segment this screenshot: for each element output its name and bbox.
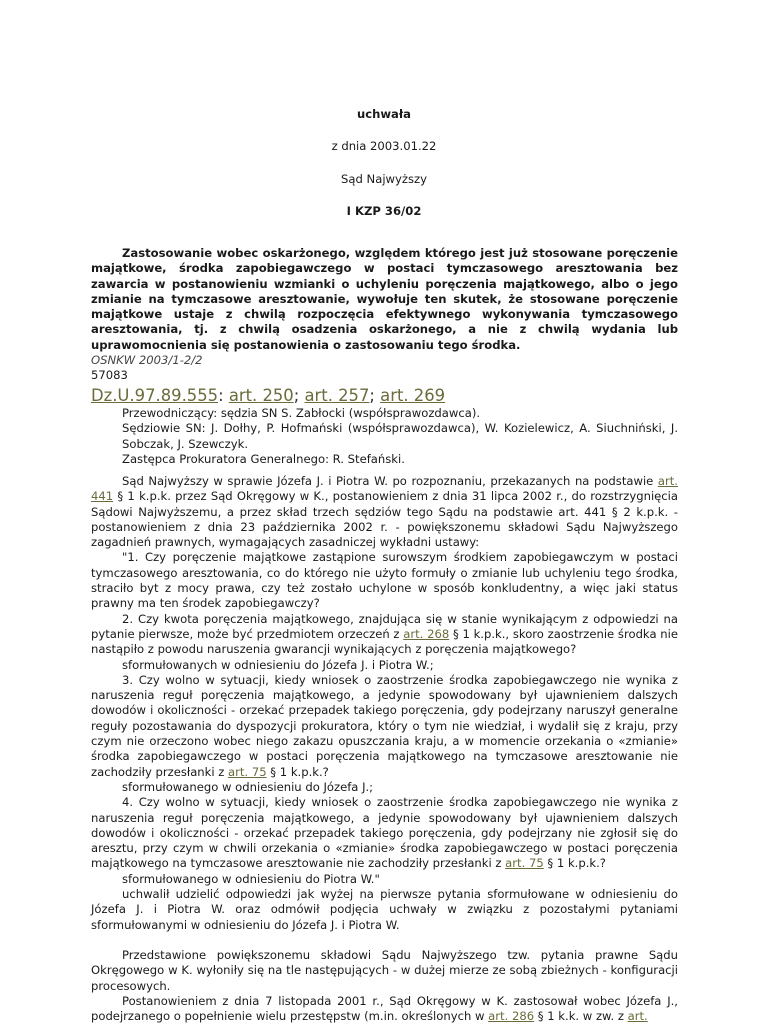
p3-text-a: Postanowieniem z dnia 7 listopada 2001 r., Sąd Okręgowy w K. zastosował wobec Józefa J., podejrzanego o popełnienie wielu przestępstw (m.in. określonych w xyxy=(91,993,678,1024)
document-type: uchwała xyxy=(356,107,412,121)
court-name: Sąd Najwyższy xyxy=(341,172,427,186)
q2-text-a: 2. Czy kwota poręczenia majątkowego, znajdująca się w stanie wynikającym z odpowiedzi na pytanie pierwsze, może być przedmiotem orzeczeń z xyxy=(91,611,678,641)
art-286-link[interactable]: art. 286 xyxy=(488,1009,535,1024)
prosecutor: Zastępca Prokuratora Generalnego: R. Stefański. xyxy=(122,451,405,466)
p3-text-b: § 1 k.k. w zw. z xyxy=(534,1009,628,1024)
case-signature: I KZP 36/02 xyxy=(346,204,422,218)
question-1: "1. Czy poręczenie majątkowe zastąpione surowszym środkiem zapobiegawczym w postaci tymczasowego aresztowania, co do którego nie użyto formuły o zmianie lub uchyleniu tego środka, straciło byt z mocy prawa, czy też zostało uchylone w sposób konkludentny, a więc jaki status prawny ma ten środek zapobiegawczy? xyxy=(91,550,678,611)
intro-paragraph xyxy=(91,474,678,550)
spacer xyxy=(91,933,678,948)
reasons-paragraph-2 xyxy=(91,994,678,1024)
art-257-link[interactable]: art. 257 xyxy=(304,386,370,405)
question-3-note: sformułowanego w odniesieniu do Józefa J.; xyxy=(122,779,374,794)
question-4 xyxy=(91,795,678,871)
q3-text-a: 3. Czy wolno w sytuacji, kiedy wniosek o zaostrzenie środka zapobiegawczego nie wynika z naruszenia reguł poręczenia majątkowego, a jedynie spowodowany był ujawnieniem dalszych dowodów i okoliczności - orzekać przepadek takiego poręczenia, gdy podejrzany naruszył generalne reguły pozostawania do dyspozycji prokuratora, który o tym nie wiedział, i wydalił się z kraju, przy czym nie orzeczono wobec niego zakazu opuszczania kraju, a w momencie orzekania o «zmianie» środka zapobiegawczego w postaci poręczenia majątkowego na tymczasowe aresztowanie nie zachodziły przesłanki z xyxy=(91,672,678,779)
art-250-link[interactable]: art. 250 xyxy=(228,386,294,405)
question-3 xyxy=(91,673,678,780)
ref-semicolon-2: ; xyxy=(369,386,375,405)
document-date: z dnia 2003.01.22 xyxy=(331,139,437,153)
chair: Przewodniczący: sędzia SN S. Zabłocki (współsprawozdawca). xyxy=(122,406,481,420)
reasons-paragraph-1: Przedstawione powiększonemu składowi Sądu Najwyższego tzw. pytania prawne Sądu Okręgowego w K. wyłoniły się na tle następujących - w dużej mierze ze sobą zbieżnych - konfiguracji procesowych. xyxy=(91,947,678,993)
document-id: 57083 xyxy=(91,368,128,383)
art-441-link[interactable]: art. 441 xyxy=(91,474,678,504)
q4-text-a: 4. Czy wolno w sytuacji, kiedy wniosek o zaostrzenie środka zapobiegawczego nie wynika z naruszenia reguł poręczenia majątkowego, a jedynie spowodowany był ujawnieniem dalszych dowodów i okoliczności - orzekać przepadek takiego poręczenia, gdy podejrzany nie zgłosił się do aresztu, przy czym w chwili orzekania o «zmianie» środka zapobiegawczego w postaci poręczenia majątkowego na tymczasowe aresztowanie nie zachodziły przesłanki z xyxy=(91,795,678,871)
ref-colon: : xyxy=(218,386,224,405)
art-268-link[interactable]: art. 268 xyxy=(403,626,450,641)
act-link[interactable]: Dz.U.97.89.555 xyxy=(91,386,219,405)
art-269-link[interactable]: art. 269 xyxy=(380,386,446,405)
resolution-body xyxy=(91,474,678,1024)
decision-paragraph: uchwalił udzielić odpowiedzi jak wyżej na pierwsze pytania sformułowane w odniesieniu do Józefa J. i Piotra W. oraz odmówił podjęcia uchwały w związku z pozostałymi pytaniami sformułowanymi w odniesieniu do Józefa J. i Piotra W. xyxy=(91,887,678,932)
art-75-link-2[interactable]: art. 75 xyxy=(505,856,544,871)
question-4-note: sformułowanego w odniesieniu do Piotra W." xyxy=(122,871,380,886)
intro-text-b: § 1 k.p.k. przez Sąd Okręgowy w K., postanowieniem z dnia 31 lipca 2002 r., do rozstrzygnięcia Sądowi Najwyższemu, a przez skład trzech sędziów tego Sądu na podstawie art. 441 § 2 k.p.k. - postanowieniem z dnia 23 października 2002 r. - powiększonemu składowi Sądu Najwyższego zagadnień prawnych, wymagających zasadniczej wykładni ustawy: xyxy=(91,489,678,550)
intro-text-a: Sąd Najwyższy w sprawie Józefa J. i Piotra W. po rozpoznaniu, przekazanych na podstawie xyxy=(122,474,658,488)
question-2 xyxy=(91,612,678,658)
legal-references xyxy=(91,386,678,406)
citation: OSNKW 2003/1-2/2 xyxy=(91,353,203,368)
q4-text-b: § 1 k.p.k.? xyxy=(543,856,606,871)
thesis: Zastosowanie wobec oskarżonego, względem którego jest już stosowane poręczenie majątkowe, środka zapobiegawczego w postaci tymczasowego aresztowania bez zawarcia w postanowieniu wzmianki o uchyleniu poręczenia majątkowego, albo o jego zmianie na tymczasowe aresztowanie, wywołuje ten skutek, że stosowane poręczenie majątkowe ustaje z chwilą rozpoczęcia efektywnego wykonywania tymczasowego aresztowania, tj. z chwilą osadzenia oskarżonego, a nie z chwilą wydania lub uprawomocnienia się postanowienia o zastosowaniu tego środka. xyxy=(91,246,678,352)
q3-text-b: § 1 k.p.k.? xyxy=(266,764,329,779)
art-link-trailing[interactable]: art. xyxy=(627,1009,648,1024)
court-composition xyxy=(91,406,678,467)
q2-text-b: § 1 k.p.k., skoro zaostrzenie środka nie nastąpiło z powodu naruszenia gwarancji wynikających z poręczenia majątkowego? xyxy=(91,626,678,657)
art-75-link[interactable]: art. 75 xyxy=(228,764,267,779)
question-2-note: sformułowanych w odniesieniu do Józefa J. i Piotra W.; xyxy=(122,657,434,672)
thesis-block xyxy=(91,246,678,384)
ref-semicolon-1: ; xyxy=(293,386,300,405)
judges: Sędziowie SN: J. Dołhy, P. Hofmański (współsprawozdawca), W. Kozielewicz, A. Siuchniński, J. Sobczak, J. Szewczyk. xyxy=(122,421,678,451)
